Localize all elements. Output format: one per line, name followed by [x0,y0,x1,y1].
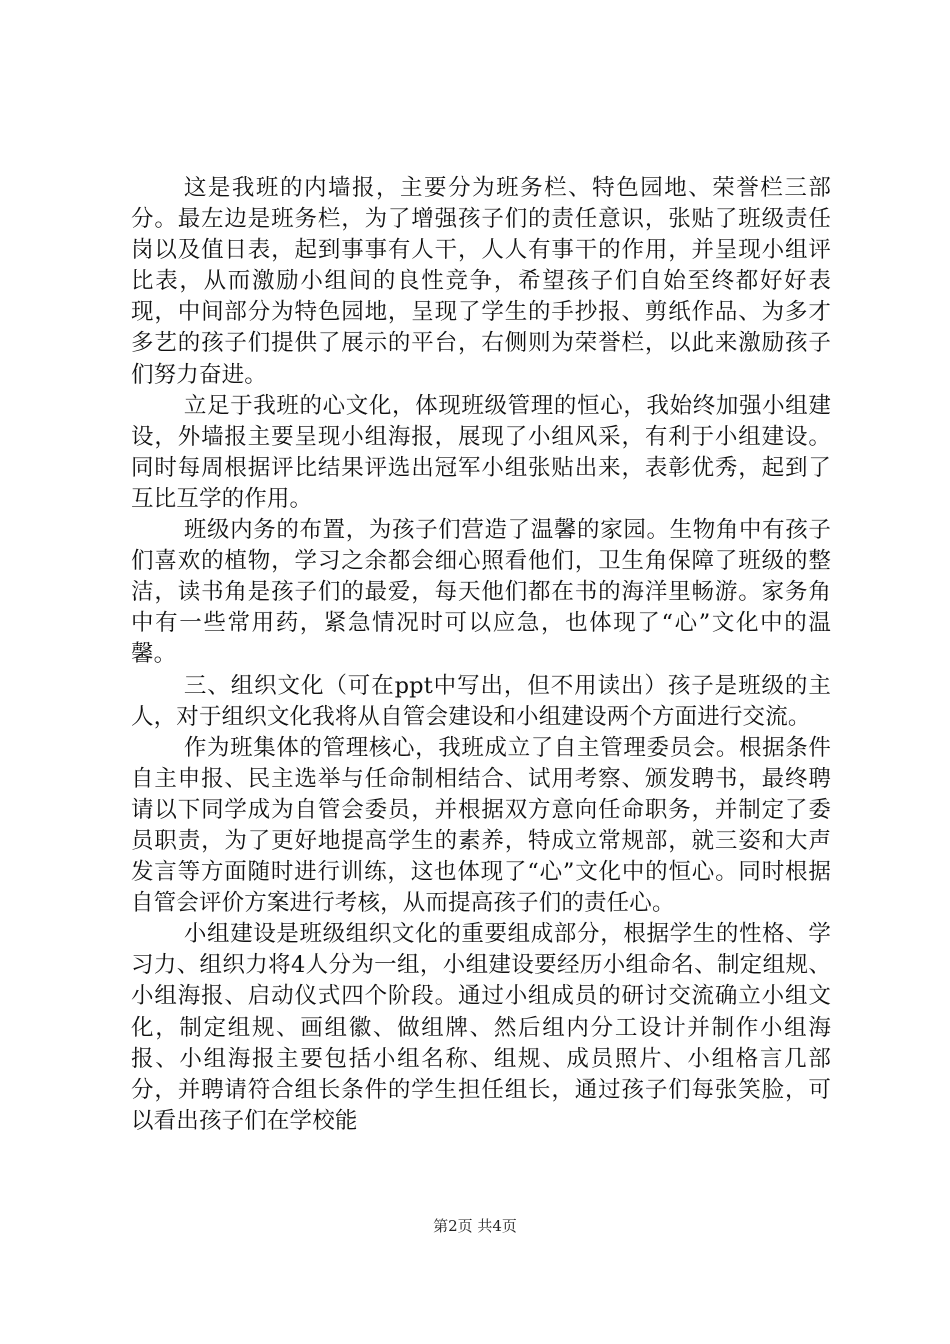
paragraph-class-interior: 班级内务的布置，为孩子们营造了温馨的家园。生物角中有孩子们喜欢的植物，学习之余都会细心照看他们，卫生角保障了班级的整洁，读书角是孩子们的最爱，每天他们都在书的海洋里畅游。家务角中有一些常用药，紧急情况时可以应急，也体现了“心”文化中的温馨。 [131,517,831,668]
paragraph-group-building: 立足于我班的心文化，体现班级管理的恒心，我始终加强小组建设，外墙报主要呈现小组海报，展现了小组风采，有利于小组建设。同时每周根据评比结果评选出冠军小组张贴出来，表彰优秀，起到了互比互学的作用。 [131,392,831,512]
paragraph-inner-wall-board: 这是我班的内墙报，主要分为班务栏、特色园地、荣誉栏三部分。最左边是班务栏，为了增强孩子们的责任意识，张贴了班级责任岗以及值日表，起到事事有人干，人人有事干的作用，并呈现小组评比表，从而激励小组间的良性竞争，希望孩子们自始至终都好好表现，中间部分为特色园地，呈现了学生的手抄报、剪纸作品、为多才多艺的孩子们提供了展示的平台，右侧则为荣誉栏，以此来激励孩子们努力奋进。 [131,175,831,388]
paragraph-organization-culture: 三、组织文化（可在ppt中写出，但不用读出）孩子是班级的主人，对于组织文化我将从自管会建设和小组建设两个方面进行交流。 [131,672,831,730]
page-footer: 第2页 共4页 [433,1217,517,1235]
paragraph-group-construction: 小组建设是班级组织文化的重要组成部分，根据学生的性格、学习力、组织力将4人分为一组，小组建设要经历小组命名、制定组规、小组海报、启动仪式四个阶段。通过小组成员的研讨交流确立小组文化，制定组规、画组徽、做组牌、然后组内分工设计并制作小组海报、小组海报主要包括小组名称、组规、成员照片、小组格言几部分，并聘请符合组长条件的学生担任组长，通过孩子们每张笑脸，可以看出孩子们在学校能 [131,921,831,1134]
document-body [131,173,831,1137]
paragraph-self-management-committee: 作为班集体的管理核心，我班成立了自主管理委员会。根据条件自主申报、民主选举与任命制相结合、试用考察、颁发聘书，最终聘请以下同学成为自管会委员，并根据双方意向任命职务，并制定了委员职责，为了更好地提高学生的素养，特成立常规部，就三姿和大声发言等方面随时进行训练，这也体现了“心”文化中的恒心。同时根据自管会评价方案进行考核，从而提高孩子们的责任心。 [131,734,831,917]
